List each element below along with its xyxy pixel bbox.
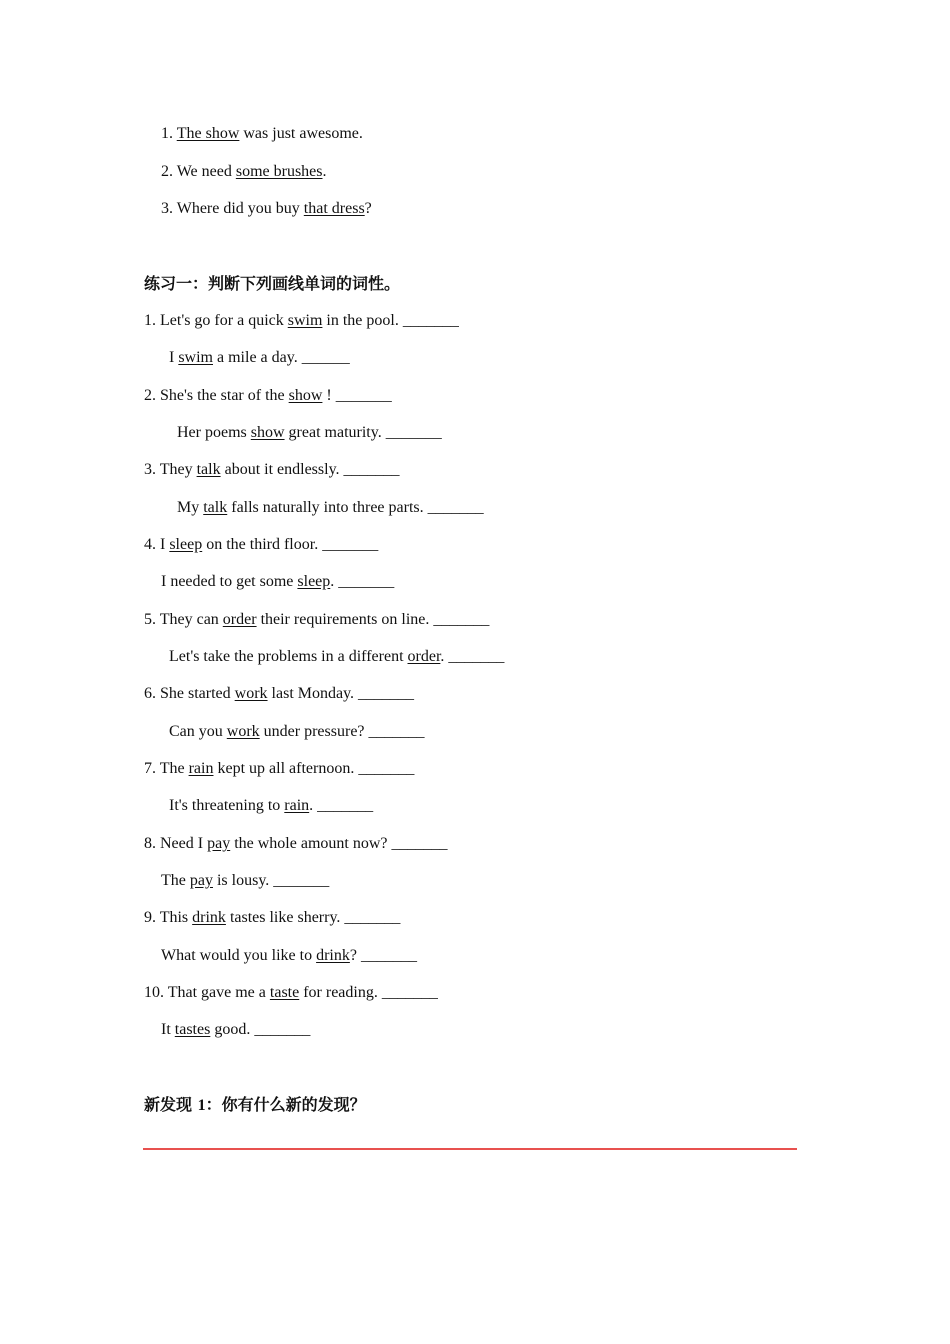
exercise-item: Her poems show great maturity. _______ xyxy=(177,424,442,441)
exercise-item: 9. This drink tastes like sherry. _______ xyxy=(144,909,401,926)
exercise-item: Let's take the problems in a different order. _______ xyxy=(169,648,505,665)
exercise-item: 8. Need I pay the whole amount now? _______ xyxy=(144,835,448,852)
exercise-item: What would you like to drink? _______ xyxy=(161,947,417,964)
exercise-item: I needed to get some sleep. _______ xyxy=(161,573,395,590)
exercise-item: 7. The rain kept up all afternoon. _______ xyxy=(144,760,415,777)
exercise-item: It's threatening to rain. _______ xyxy=(169,797,374,814)
exercise-item: 5. They can order their requirements on line. _______ xyxy=(144,611,490,628)
answer-line xyxy=(143,1148,797,1150)
exercise-item: It tastes good. _______ xyxy=(161,1021,311,1038)
exercise-item: Can you work under pressure? _______ xyxy=(169,723,425,740)
exercise-item: I swim a mile a day. ______ xyxy=(169,349,350,366)
exercise-item: 6. She started work last Monday. _______ xyxy=(144,685,415,702)
example-line: 2. We need some brushes. xyxy=(161,163,327,180)
exercise-item: The pay is lousy. _______ xyxy=(161,872,330,889)
exercise-item: 3. They talk about it endlessly. _______ xyxy=(144,461,400,478)
exercise-title: 练习一：判断下列画线单词的词性。 xyxy=(144,274,401,293)
exercise-item: My talk falls naturally into three parts. _______ xyxy=(177,499,484,516)
exercise-item: 2. She's the star of the show ! _______ xyxy=(144,387,392,404)
example-line: 1. The show was just awesome. xyxy=(161,125,363,142)
discovery-title: 新发现 1：你有什么新的发现？ xyxy=(144,1095,366,1114)
exercise-item: 4. I sleep on the third floor. _______ xyxy=(144,536,379,553)
exercise-item: 10. That gave me a taste for reading. _______ xyxy=(144,984,438,1001)
exercise-item: 1. Let's go for a quick swim in the pool. _______ xyxy=(144,312,459,329)
example-line: 3. Where did you buy that dress? xyxy=(161,200,372,217)
